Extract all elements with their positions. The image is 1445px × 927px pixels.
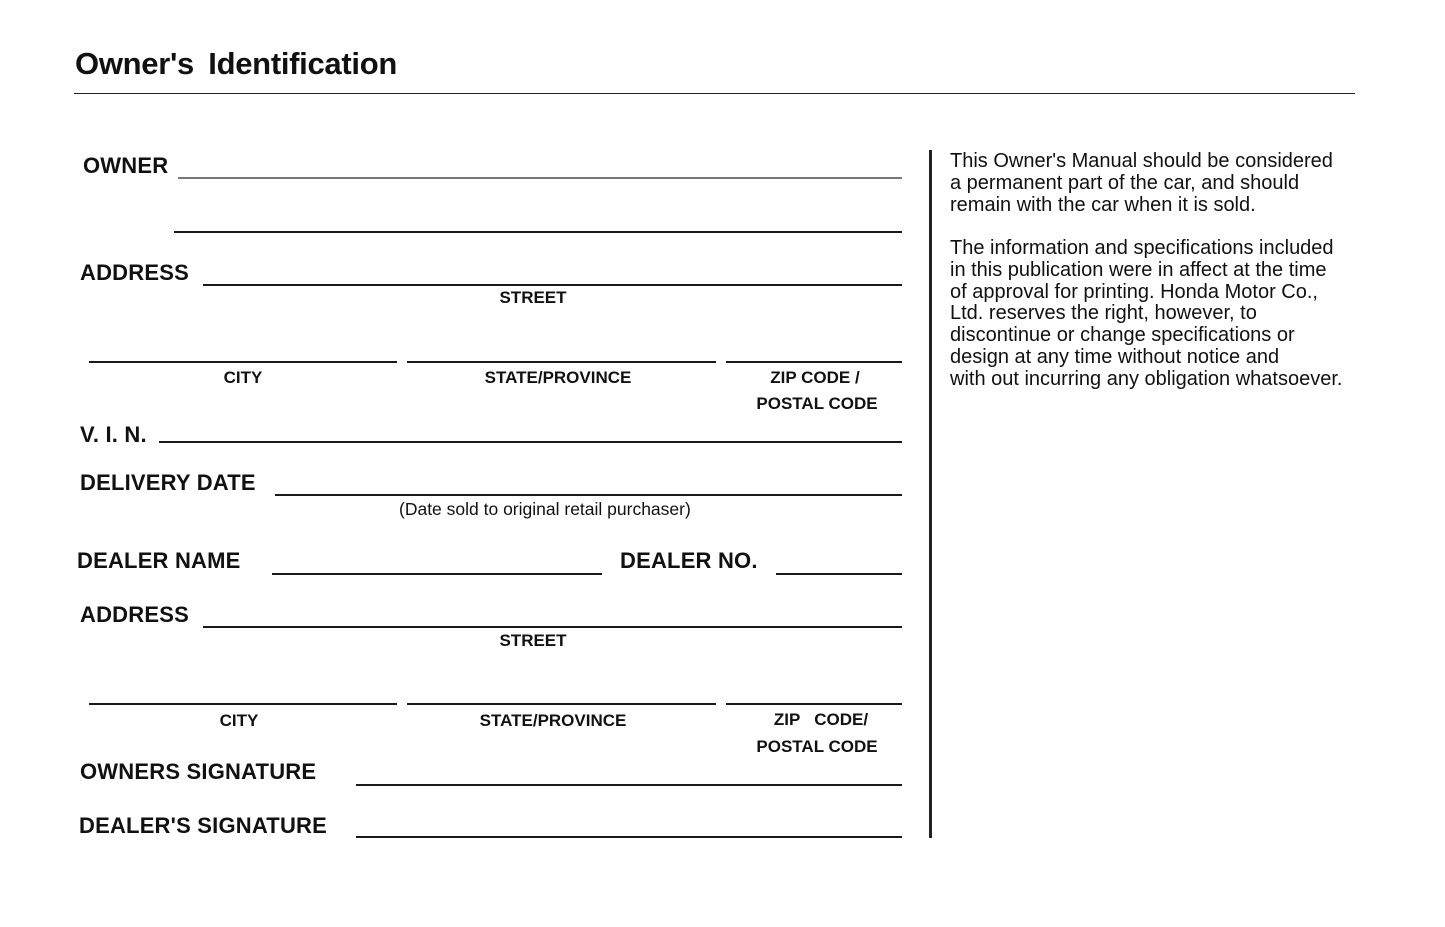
notice-line: with out incurring any obligation whatsoever. bbox=[950, 367, 1343, 390]
notice-line: design at any time without notice and bbox=[950, 345, 1280, 368]
notice-paragraph-1 bbox=[950, 151, 1333, 216]
vin-line[interactable] bbox=[159, 441, 902, 443]
notice-paragraph-2 bbox=[950, 238, 1342, 391]
notice-line: discontinue or change specifications or bbox=[950, 324, 1295, 347]
dealer-city-line[interactable] bbox=[89, 703, 397, 705]
vin-label: V. I. N. bbox=[80, 422, 147, 447]
delivery-date-label: DELIVERY DATE bbox=[80, 470, 256, 495]
owner-zip-line[interactable] bbox=[726, 361, 902, 363]
dealer-city-caption: CITY bbox=[219, 711, 259, 730]
owner-line-1[interactable] bbox=[178, 177, 902, 179]
owner-street-caption: STREET bbox=[499, 288, 567, 307]
dealer-street-caption: STREET bbox=[499, 631, 567, 650]
owner-address-label: ADDRESS bbox=[80, 260, 189, 285]
dealer-street-line[interactable] bbox=[203, 626, 902, 628]
dealers-signature-line[interactable] bbox=[356, 836, 902, 838]
dealer-zip-line[interactable] bbox=[726, 703, 902, 705]
notice-line: The information and specifications included bbox=[950, 237, 1334, 259]
column-divider bbox=[929, 150, 932, 838]
owners-signature-label: OWNERS SIGNATURE bbox=[80, 759, 317, 784]
dealer-no-line[interactable] bbox=[776, 573, 902, 575]
dealer-name-line[interactable] bbox=[272, 573, 602, 575]
notice-line: remain with the car when it is sold. bbox=[950, 193, 1256, 216]
page-title: Owner's Identification bbox=[75, 46, 397, 81]
dealer-no-label: DEALER NO. bbox=[620, 548, 758, 573]
owner-line-2[interactable] bbox=[174, 231, 902, 233]
owner-postal-caption: POSTAL CODE bbox=[756, 394, 878, 413]
dealer-postal-caption: POSTAL CODE bbox=[756, 737, 878, 756]
owner-state-caption: STATE/PROVINCE bbox=[484, 368, 632, 387]
notice-line: in this publication were in affect at the time bbox=[950, 258, 1327, 281]
dealers-signature-label: DEALER'S SIGNATURE bbox=[79, 813, 327, 838]
dealer-address-label: ADDRESS bbox=[80, 602, 189, 627]
title-underline bbox=[74, 93, 1355, 94]
notice-line: Ltd. reserves the right, however, to bbox=[950, 302, 1257, 325]
owner-city-caption: CITY bbox=[223, 368, 263, 387]
delivery-date-line[interactable] bbox=[275, 494, 902, 496]
owner-zip-caption: ZIP CODE / bbox=[770, 368, 860, 387]
dealer-zip-caption: ZIP CODE/ bbox=[773, 710, 869, 729]
notice-line: This Owner's Manual should be considered bbox=[950, 150, 1333, 172]
dealer-state-line[interactable] bbox=[407, 703, 716, 705]
notice-line: a permanent part of the car, and should bbox=[950, 171, 1300, 194]
owner-state-line[interactable] bbox=[407, 361, 716, 363]
dealer-name-label: DEALER NAME bbox=[77, 548, 241, 573]
owner-street-line[interactable] bbox=[203, 284, 902, 286]
owners-signature-line[interactable] bbox=[356, 784, 902, 786]
delivery-date-note: (Date sold to original retail purchaser) bbox=[399, 499, 691, 519]
owner-city-line[interactable] bbox=[89, 361, 397, 363]
owner-label: OWNER bbox=[83, 153, 169, 178]
notice-line: of approval for printing. Honda Motor Co., bbox=[950, 280, 1318, 303]
dealer-state-caption: STATE/PROVINCE bbox=[479, 711, 627, 730]
